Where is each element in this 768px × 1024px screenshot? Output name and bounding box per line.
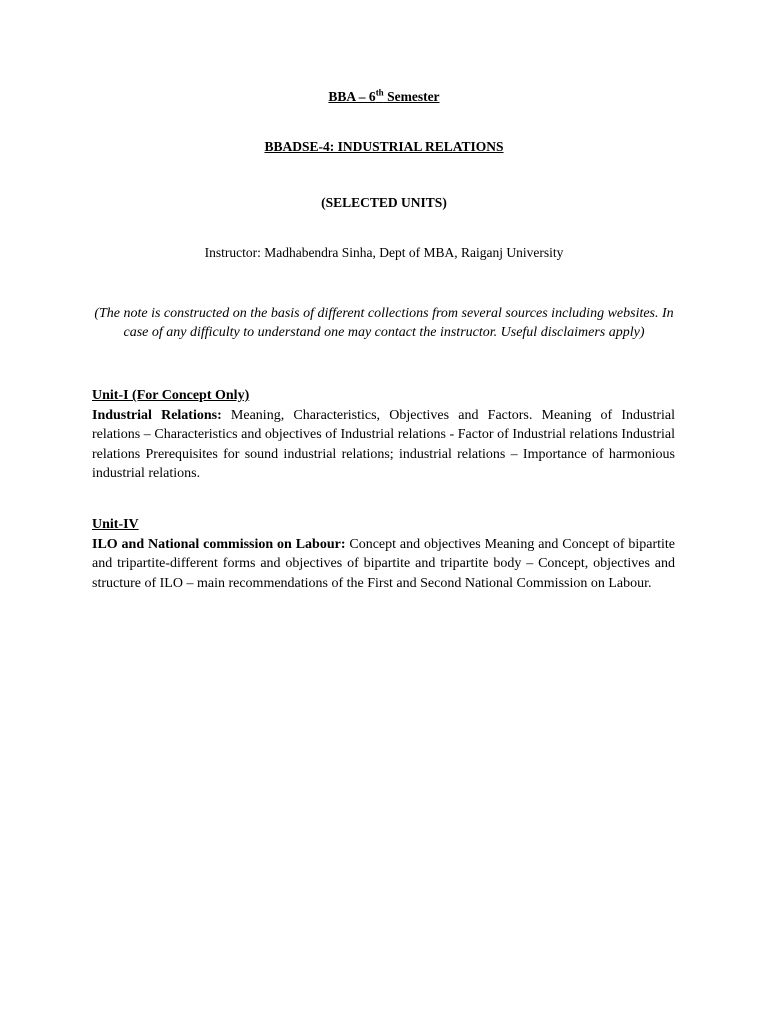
unit-body: Concept and objectives Meaning and Concept of bipartite and tripartite-different forms and objectives of bipartite and tripartite body – Concept, objectives and structure of ILO – main recommendations of the First and Second National Commission on Labour. bbox=[92, 536, 675, 591]
unit-topic: ILO and National commission on Labour: bbox=[92, 536, 346, 552]
paper-title: BBADSE-4: INDUSTRIAL RELATIONS bbox=[264, 139, 504, 154]
unit-section bbox=[92, 515, 675, 593]
course-superscript: th bbox=[375, 87, 384, 98]
unit-heading: Unit-I (For Concept Only) bbox=[92, 388, 250, 403]
course-prefix: BBA – 6 bbox=[328, 89, 376, 104]
selected-units-label: (SELECTED UNITS) bbox=[321, 195, 447, 210]
unit-section bbox=[92, 386, 675, 484]
course-semester-heading bbox=[0, 89, 768, 105]
unit-topic: Industrial Relations: bbox=[92, 407, 222, 423]
unit-heading: Unit-IV bbox=[92, 517, 139, 532]
course-suffix: Semester bbox=[383, 89, 440, 104]
unit-body: Meaning, Characteristics, Objectives and Factors. Meaning of Industrial relations – Characteristics and objectives of Industrial relations - Factor of Industrial relations Industrial relations Prerequisites for sound industrial relations; industrial relations – Importance of harmonious industrial relations. bbox=[92, 407, 675, 481]
disclaimer-note: (The note is constructed on the basis of different collections from several sources including websites. In case of any difficulty to understand one may contact the instructor. Useful disclaimers apply) bbox=[94, 306, 674, 340]
instructor-line: Instructor: Madhabendra Sinha, Dept of MBA, Raiganj University bbox=[204, 245, 564, 260]
